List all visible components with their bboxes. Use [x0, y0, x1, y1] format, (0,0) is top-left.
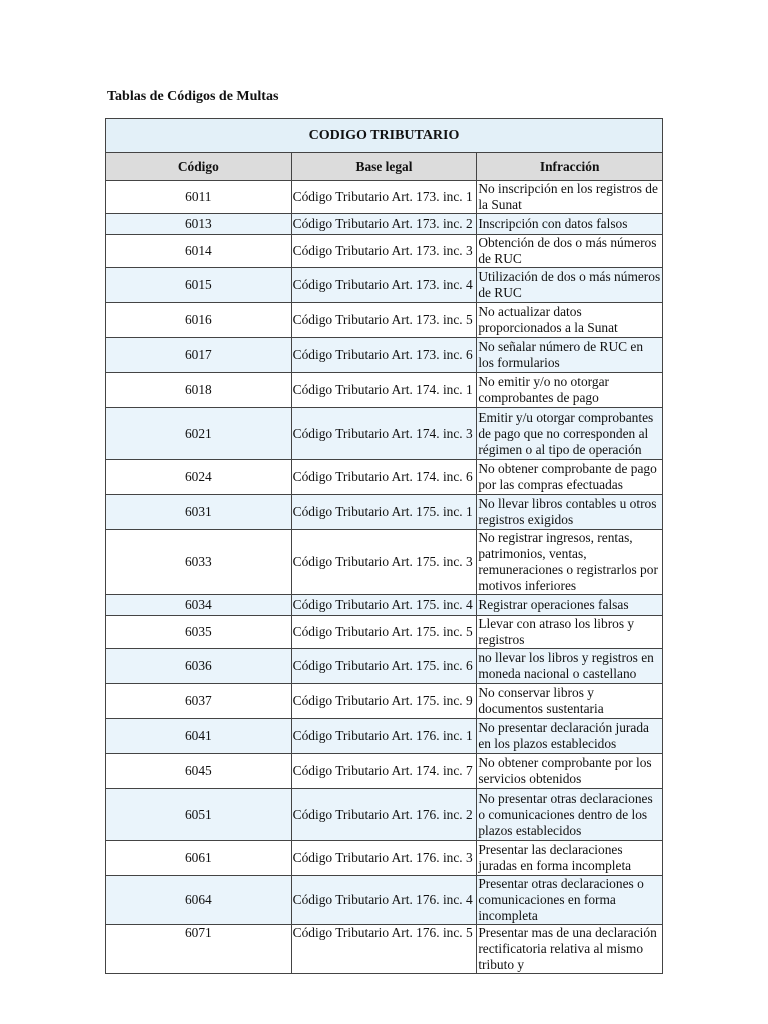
- cell-code: 6013: [106, 214, 292, 235]
- cell-code: 6051: [106, 789, 292, 841]
- cell-code: 6015: [106, 268, 292, 303]
- cell-code: 6041: [106, 719, 292, 754]
- cell-infraction: No registrar ingresos, rentas, patrimonios, ventas, remuneraciones o registrarlos por motivos inferiores: [477, 530, 663, 595]
- table-row: [106, 595, 663, 616]
- cell-infraction: Presentar otras declaraciones o comunicaciones en forma incompleta: [477, 876, 663, 925]
- table-row: [106, 754, 663, 789]
- cell-base-legal: Código Tributario Art. 175. inc. 1: [291, 495, 477, 530]
- cell-base-legal: Código Tributario Art. 175. inc. 3: [291, 530, 477, 595]
- cell-infraction: No actualizar datos proporcionados a la Sunat: [477, 303, 663, 338]
- cell-base-legal: Código Tributario Art. 176. inc. 5: [291, 925, 477, 974]
- cell-infraction: Presentar mas de una declaración rectificatoria relativa al mismo tributo y: [477, 925, 663, 974]
- cell-infraction: no llevar los libros y registros en moneda nacional o castellano: [477, 649, 663, 684]
- cell-code: 6045: [106, 754, 292, 789]
- cell-code: 6017: [106, 338, 292, 373]
- cell-infraction: No obtener comprobante de pago por las compras efectuadas: [477, 460, 663, 495]
- cell-infraction: Registrar operaciones falsas: [477, 595, 663, 616]
- table-row: [106, 530, 663, 595]
- cell-code: 6037: [106, 684, 292, 719]
- cell-infraction: No emitir y/o no otorgar comprobantes de pago: [477, 373, 663, 408]
- cell-base-legal: Código Tributario Art. 175. inc. 5: [291, 616, 477, 649]
- table-row: [106, 460, 663, 495]
- cell-code: 6024: [106, 460, 292, 495]
- table-row: [106, 876, 663, 925]
- table-row: [106, 214, 663, 235]
- cell-code: 6034: [106, 595, 292, 616]
- cell-code: 6061: [106, 841, 292, 876]
- cell-base-legal: Código Tributario Art. 174. inc. 1: [291, 373, 477, 408]
- cell-base-legal: Código Tributario Art. 175. inc. 6: [291, 649, 477, 684]
- cell-base-legal: Código Tributario Art. 173. inc. 5: [291, 303, 477, 338]
- cell-infraction: No señalar número de RUC en los formularios: [477, 338, 663, 373]
- cell-code: 6033: [106, 530, 292, 595]
- cell-code: 6014: [106, 235, 292, 268]
- table-row: [106, 235, 663, 268]
- table-row: [106, 719, 663, 754]
- page-title: Tablas de Códigos de Multas: [107, 89, 279, 104]
- cell-base-legal: Código Tributario Art. 173. inc. 6: [291, 338, 477, 373]
- cell-base-legal: Código Tributario Art. 176. inc. 2: [291, 789, 477, 841]
- cell-base-legal: Código Tributario Art. 176. inc. 4: [291, 876, 477, 925]
- cell-infraction: No conservar libros y documentos sustentaria: [477, 684, 663, 719]
- caption-row: [106, 119, 663, 153]
- cell-base-legal: Código Tributario Art. 175. inc. 9: [291, 684, 477, 719]
- cell-infraction: No presentar declaración jurada en los plazos establecidos: [477, 719, 663, 754]
- table-row: [106, 338, 663, 373]
- table-row: [106, 373, 663, 408]
- header-code: Código: [106, 153, 292, 181]
- cell-code: 6064: [106, 876, 292, 925]
- cell-infraction: No inscripción en los registros de la Sunat: [477, 181, 663, 214]
- cell-infraction: Emitir y/u otorgar comprobantes de pago que no corresponden al régimen o al tipo de operación: [477, 408, 663, 460]
- cell-infraction: No obtener comprobante por los servicios obtenidos: [477, 754, 663, 789]
- cell-base-legal: Código Tributario Art. 176. inc. 3: [291, 841, 477, 876]
- cell-base-legal: Código Tributario Art. 173. inc. 2: [291, 214, 477, 235]
- table-row: [106, 649, 663, 684]
- table-caption: CODIGO TRIBUTARIO: [106, 119, 663, 153]
- table-row: [106, 841, 663, 876]
- table-row: [106, 684, 663, 719]
- cell-code: 6011: [106, 181, 292, 214]
- cell-code: 6016: [106, 303, 292, 338]
- cell-code: 6071: [106, 925, 292, 974]
- cell-infraction: Llevar con atraso los libros y registros: [477, 616, 663, 649]
- table-row: [106, 303, 663, 338]
- table-row: [106, 925, 663, 974]
- cell-infraction: Inscripción con datos falsos: [477, 214, 663, 235]
- cell-infraction: Obtención de dos o más números de RUC: [477, 235, 663, 268]
- table-row: [106, 616, 663, 649]
- cell-code: 6036: [106, 649, 292, 684]
- table-row: [106, 495, 663, 530]
- header-base-legal: Base legal: [291, 153, 477, 181]
- cell-infraction: No llevar libros contables u otros registros exigidos: [477, 495, 663, 530]
- cell-base-legal: Código Tributario Art. 174. inc. 3: [291, 408, 477, 460]
- table-row: [106, 268, 663, 303]
- cell-base-legal: Código Tributario Art. 176. inc. 1: [291, 719, 477, 754]
- cell-code: 6018: [106, 373, 292, 408]
- table-row: [106, 789, 663, 841]
- cell-infraction: Utilización de dos o más números de RUC: [477, 268, 663, 303]
- cell-code: 6021: [106, 408, 292, 460]
- cell-base-legal: Código Tributario Art. 173. inc. 1: [291, 181, 477, 214]
- cell-code: 6035: [106, 616, 292, 649]
- cell-base-legal: Código Tributario Art. 173. inc. 4: [291, 268, 477, 303]
- cell-base-legal: Código Tributario Art. 174. inc. 6: [291, 460, 477, 495]
- cell-code: 6031: [106, 495, 292, 530]
- table-row: [106, 408, 663, 460]
- cell-infraction: Presentar las declaraciones juradas en forma incompleta: [477, 841, 663, 876]
- cell-base-legal: Código Tributario Art. 174. inc. 7: [291, 754, 477, 789]
- header-row: [106, 153, 663, 181]
- table-row: [106, 181, 663, 214]
- cell-base-legal: Código Tributario Art. 175. inc. 4: [291, 595, 477, 616]
- header-infraction: Infracción: [477, 153, 663, 181]
- fines-codes-table: [105, 118, 663, 974]
- cell-base-legal: Código Tributario Art. 173. inc. 3: [291, 235, 477, 268]
- cell-infraction: No presentar otras declaraciones o comunicaciones dentro de los plazos establecidos: [477, 789, 663, 841]
